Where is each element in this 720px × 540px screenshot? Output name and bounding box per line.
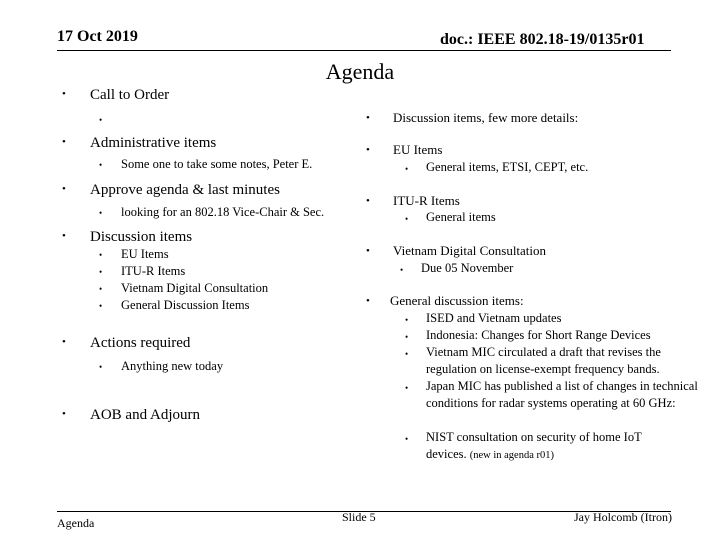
nist-note: (new in agenda r01) (469, 450, 554, 461)
approve-sub: looking for an 802.18 Vice-Chair & Sec. (121, 205, 325, 219)
sub-bullet: • (405, 383, 409, 393)
right-eu-sub: General items, ETSI, CEPT, etc. (426, 160, 589, 174)
right-heading: Discussion items, few more details: (393, 110, 579, 125)
discussion-sub-vietnam: Vietnam Digital Consultation (121, 281, 269, 295)
header-doc-id: doc.: IEEE 802.18-19/0135r01 (440, 31, 645, 48)
right-vietnam-sub: Due 05 November (421, 261, 514, 275)
sub-bullet: • (99, 267, 103, 277)
right-itu-items: ITU-R Items (393, 193, 460, 208)
right-vietnam: Vietnam Digital Consultation (393, 243, 547, 258)
discussion-sub-general: General Discussion Items (121, 298, 250, 312)
agenda-item-aob: AOB and Adjourn (90, 407, 200, 423)
discussion-sub-itu: ITU-R Items (121, 264, 186, 278)
bullet: • (62, 136, 66, 148)
general-sub-vietnam-mic: Vietnam MIC circulated a draft that revises the regulation on license-exempt frequency bands. (426, 345, 661, 376)
sub-bullet: • (99, 115, 103, 125)
agenda-item-call-to-order: Call to Order (90, 87, 170, 103)
bullet: • (366, 295, 370, 307)
bullet: • (62, 230, 66, 242)
sub-bullet: • (99, 208, 103, 218)
slide-title: Agenda (325, 59, 395, 84)
bullet: • (366, 112, 370, 124)
right-eu-items: EU Items (393, 142, 443, 157)
header-rule (57, 50, 671, 51)
footer-left: Agenda (57, 516, 95, 530)
agenda-item-discussion: Discussion items (90, 229, 193, 245)
bullet: • (62, 88, 66, 100)
actions-sub: Anything new today (121, 359, 224, 373)
bullet: • (62, 336, 66, 348)
sub-bullet: • (405, 164, 409, 174)
agenda-item-approve: Approve agenda & last minutes (90, 182, 280, 198)
agenda-item-actions: Actions required (90, 335, 191, 351)
bullet: • (366, 195, 370, 207)
sub-bullet: • (405, 332, 409, 342)
sub-bullet: • (99, 160, 103, 170)
bullet: • (366, 144, 370, 156)
right-itu-sub: General items (426, 210, 496, 224)
discussion-sub-eu: EU Items (121, 247, 169, 261)
sub-bullet: • (405, 214, 409, 224)
general-sub-nist (426, 429, 676, 464)
sub-bullet: • (400, 265, 404, 275)
agenda-item-administrative: Administrative items (90, 135, 217, 151)
sub-bullet: • (405, 434, 409, 444)
footer-slide-number: Slide 5 (342, 510, 376, 524)
sub-bullet: • (405, 349, 409, 359)
general-sub-japan-mic: Japan MIC has published a list of changes in technical conditions for radar systems operating at 60 GHz: (426, 379, 698, 410)
nist-text: NIST consultation on security of home IoT devices. (426, 430, 642, 461)
sub-bullet: • (405, 315, 409, 325)
bullet: • (366, 245, 370, 257)
bullet: • (62, 183, 66, 195)
administrative-sub: Some one to take some notes, Peter E. (121, 157, 313, 171)
sub-bullet: • (99, 284, 103, 294)
sub-bullet: • (99, 250, 103, 260)
bullet: • (62, 408, 66, 420)
general-sub-indonesia: Indonesia: Changes for Short Range Devices (426, 328, 651, 342)
right-general: General discussion items: (390, 293, 524, 308)
header-date: 17 Oct 2019 (57, 28, 138, 45)
sub-bullet: • (99, 301, 103, 311)
sub-bullet: • (99, 362, 103, 372)
footer-author: Jay Holcomb (Itron) (574, 510, 672, 524)
general-sub-ised: ISED and Vietnam updates (426, 311, 562, 325)
